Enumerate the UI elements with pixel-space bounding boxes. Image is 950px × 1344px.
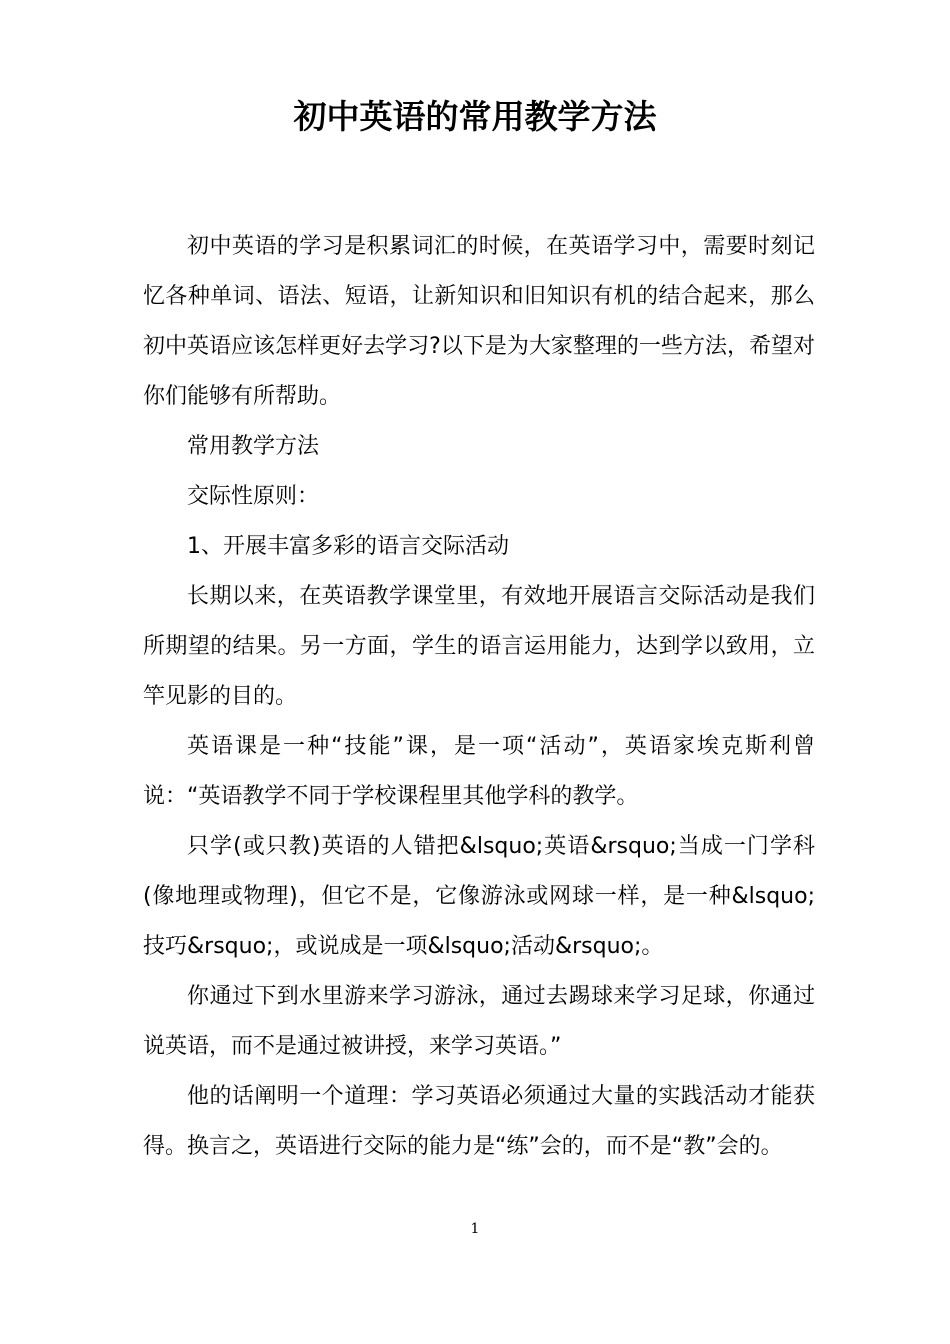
paragraph-body: 英语课是一种“技能”课，是一项“活动”，英语家埃克斯利曾说：“英语教学不同于学校课程里其他学科的教学。 bbox=[143, 734, 815, 809]
paragraph-body: 只学(或只教)英语的人错把&lsquo;英语&rsquo;当成一门学科(像地理或物理)，但它不是，它像游泳或网球一样，是一种&lsquo;技巧&rsquo;，或说成是一项&lsquo;活动&rsquo;。 bbox=[143, 834, 815, 959]
document-body bbox=[143, 222, 815, 1172]
document-title: 初中英语的常用教学方法 bbox=[293, 97, 657, 136]
paragraph-heading-methods: 常用教学方法 bbox=[187, 434, 320, 459]
page-number: 1 bbox=[470, 1221, 480, 1237]
paragraph-intro: 初中英语的学习是积累词汇的时候，在英语学习中，需要时刻记忆各种单词、语法、短语，让新知识和旧知识有机的结合起来，那么初中英语应该怎样更好去学习?以下是为大家整理的一些方法，希望对你们能够有所帮助。 bbox=[143, 234, 815, 409]
paragraph-heading-principle: 交际性原则： bbox=[187, 484, 320, 509]
paragraph-body: 他的话阐明一个道理：学习英语必须通过大量的实践活动才能获得。换言之，英语进行交际的能力是“练”会的，而不是“教”会的。 bbox=[143, 1084, 815, 1159]
paragraph-item-1: 1、开展丰富多彩的语言交际活动 bbox=[187, 534, 509, 559]
paragraph-body: 你通过下到水里游来学习游泳，通过去踢球来学习足球，你通过说英语，而不是通过被讲授，来学习英语。” bbox=[143, 984, 815, 1059]
paragraph-body: 长期以来，在英语教学课堂里，有效地开展语言交际活动是我们所期望的结果。另一方面，学生的语言运用能力，达到学以致用，立竿见影的目的。 bbox=[143, 584, 815, 709]
